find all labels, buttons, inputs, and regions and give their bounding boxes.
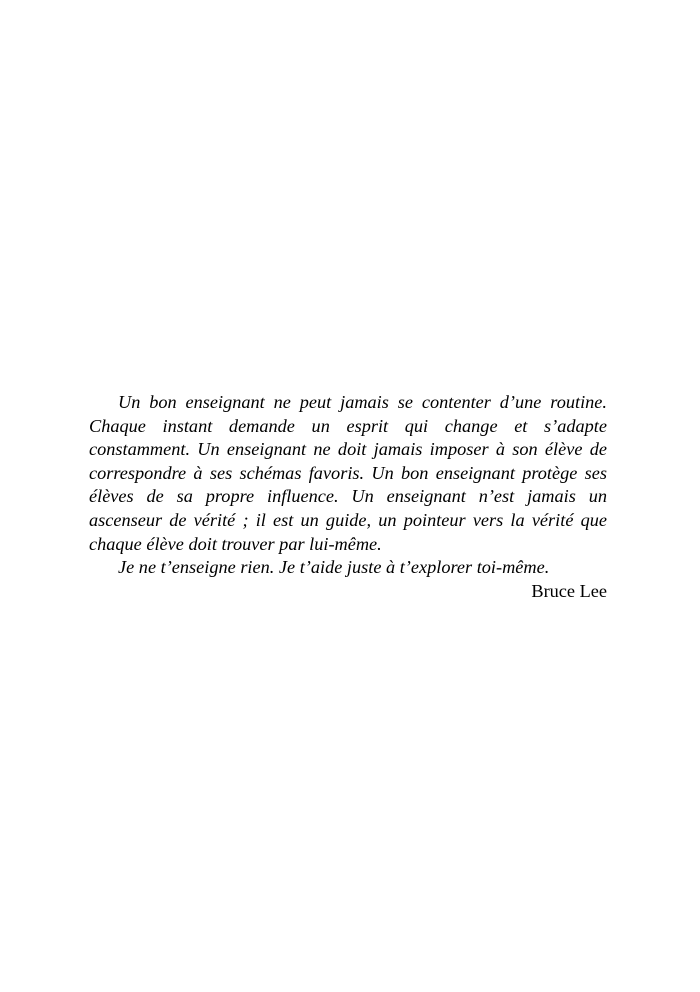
quote-paragraph-2: Je ne t’enseigne rien. Je t’aide juste à t’explorer toi-même. <box>118 557 550 578</box>
quote-author: Bruce Lee <box>531 580 607 601</box>
quote-block <box>89 391 607 603</box>
quote-paragraph-1: Un bon enseignant ne peut jamais se contenter d’une routine. Chaque instant demande un esprit qui change et s’adapte constamment. Un enseignant ne doit jamais imposer à son élève de correspondre à ses schémas favoris. Un bon enseignant protège ses élèves de sa propre influence. Un enseignant n’est jamais un ascenseur de vérité ; il est un guide, un pointeur vers la vérité que chaque élève doit trouver par lui-même. <box>89 392 607 554</box>
